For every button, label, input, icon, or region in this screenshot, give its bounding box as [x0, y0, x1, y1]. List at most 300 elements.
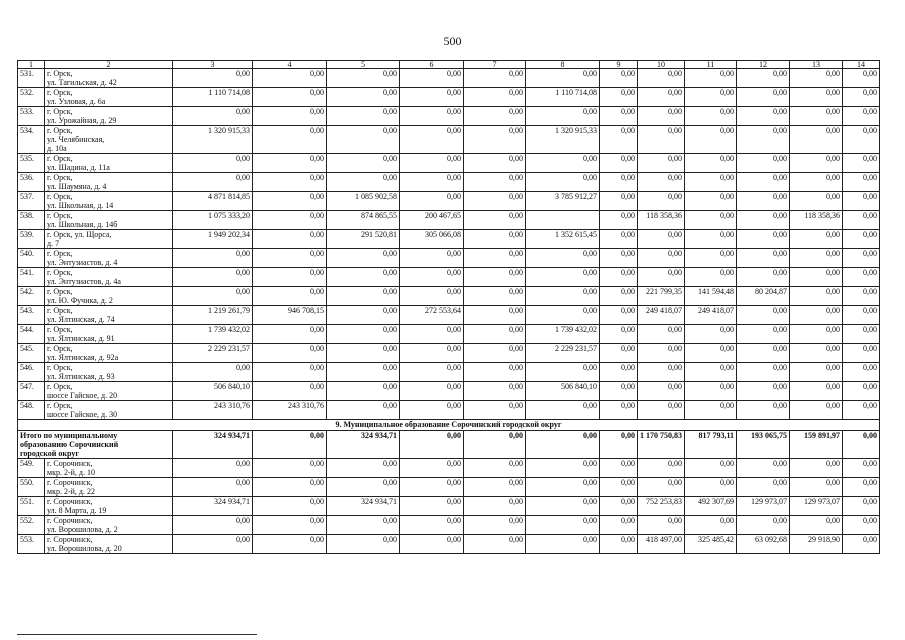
cell-value: 0,00	[253, 363, 327, 382]
row-number: 544.	[18, 325, 45, 344]
cell-value: 0,00	[526, 516, 600, 535]
row-number: 541.	[18, 268, 45, 287]
cell-value: 129 973,07	[790, 497, 843, 516]
cell-value: 0,00	[253, 516, 327, 535]
cell-value: 0,00	[638, 382, 685, 401]
cell-value: 0,00	[400, 173, 464, 192]
cell-value: 0,00	[253, 126, 327, 154]
cell-value: 0,00	[600, 107, 638, 126]
cell-value: 0,00	[400, 69, 464, 88]
cell-value: 0,00	[173, 107, 253, 126]
cell-value: 2 229 231,57	[173, 344, 253, 363]
cell-value: 0,00	[737, 107, 790, 126]
cell-value: 0,00	[600, 478, 638, 497]
cell-value: 0,00	[464, 459, 526, 478]
cell-value: 0,00	[638, 154, 685, 173]
cell-value: 0,00	[400, 154, 464, 173]
cell-value: 0,00	[843, 497, 880, 516]
cell-value: 0,00	[173, 478, 253, 497]
cell-value: 0,00	[790, 363, 843, 382]
cell-value: 0,00	[400, 325, 464, 344]
cell-value: 0,00	[843, 268, 880, 287]
cell-value: 0,00	[400, 268, 464, 287]
total-value: 324 934,71	[327, 431, 400, 459]
cell-value: 0,00	[600, 154, 638, 173]
cell-value: 0,00	[600, 344, 638, 363]
row-address: г. Орск, ул. Энтузиастов, д. 4	[45, 249, 173, 268]
cell-value: 249 418,07	[685, 306, 737, 325]
row-number: 538.	[18, 211, 45, 230]
column-header: 5	[327, 61, 400, 69]
cell-value: 0,00	[253, 107, 327, 126]
row-address: г. Орск, ул. Урожайная, д. 29	[45, 107, 173, 126]
cell-value: 0,00	[685, 268, 737, 287]
cell-value: 0,00	[685, 478, 737, 497]
row-number: 535.	[18, 154, 45, 173]
cell-value: 0,00	[400, 535, 464, 554]
cell-value: 0,00	[526, 154, 600, 173]
cell-value: 118 358,36	[790, 211, 843, 230]
cell-value: 0,00	[464, 287, 526, 306]
cell-value: 0,00	[843, 69, 880, 88]
cell-value: 0,00	[790, 173, 843, 192]
cell-value: 0,00	[400, 344, 464, 363]
cell-value: 0,00	[173, 363, 253, 382]
total-value: 0,00	[400, 431, 464, 459]
cell-value: 0,00	[253, 268, 327, 287]
cell-value: 0,00	[685, 459, 737, 478]
cell-value: 0,00	[526, 249, 600, 268]
column-header: 2	[45, 61, 173, 69]
cell-value: 0,00	[843, 516, 880, 535]
cell-value: 0,00	[600, 363, 638, 382]
cell-value: 0,00	[600, 88, 638, 107]
cell-value: 0,00	[400, 478, 464, 497]
table-row	[18, 535, 880, 554]
cell-value: 0,00	[638, 516, 685, 535]
cell-value: 118 358,36	[638, 211, 685, 230]
total-value: 193 065,75	[737, 431, 790, 459]
cell-value: 0,00	[253, 478, 327, 497]
cell-value: 1 320 915,33	[526, 126, 600, 154]
cell-value: 0,00	[327, 69, 400, 88]
table-row	[18, 344, 880, 363]
cell-value: 0,00	[843, 154, 880, 173]
table-row	[18, 401, 880, 420]
cell-value: 492 307,69	[685, 497, 737, 516]
cell-value: 0,00	[685, 382, 737, 401]
cell-value: 0,00	[737, 154, 790, 173]
cell-value: 506 840,10	[173, 382, 253, 401]
cell-value: 0,00	[600, 401, 638, 420]
row-address: г. Сорочинск, ул. Ворошилова, д. 2	[45, 516, 173, 535]
cell-value: 0,00	[685, 325, 737, 344]
cell-value: 0,00	[685, 516, 737, 535]
cell-value: 249 418,07	[638, 306, 685, 325]
cell-value: 0,00	[464, 344, 526, 363]
cell-value: 0,00	[737, 478, 790, 497]
cell-value: 0,00	[685, 107, 737, 126]
cell-value: 0,00	[843, 344, 880, 363]
cell-value: 0,00	[464, 497, 526, 516]
cell-value: 0,00	[400, 126, 464, 154]
cell-value: 0,00	[843, 173, 880, 192]
cell-value: 0,00	[843, 363, 880, 382]
section-row	[18, 420, 880, 431]
cell-value: 0,00	[790, 401, 843, 420]
column-header: 4	[253, 61, 327, 69]
cell-value: 0,00	[638, 249, 685, 268]
cell-value: 0,00	[253, 382, 327, 401]
cell-value: 0,00	[464, 516, 526, 535]
cell-value: 0,00	[173, 69, 253, 88]
row-number: 546.	[18, 363, 45, 382]
cell-value: 0,00	[638, 192, 685, 211]
total-value: 0,00	[843, 431, 880, 459]
row-number: 534.	[18, 126, 45, 154]
cell-value: 506 840,10	[526, 382, 600, 401]
cell-value: 0,00	[464, 230, 526, 249]
cell-value: 0,00	[400, 516, 464, 535]
cell-value: 0,00	[790, 382, 843, 401]
cell-value: 0,00	[685, 363, 737, 382]
cell-value: 0,00	[737, 230, 790, 249]
cell-value: 3 785 912,27	[526, 192, 600, 211]
cell-value: 0,00	[253, 249, 327, 268]
cell-value: 0,00	[600, 325, 638, 344]
cell-value: 0,00	[526, 459, 600, 478]
page-number: 500	[443, 34, 462, 48]
cell-value: 1 110 714,08	[526, 88, 600, 107]
cell-value: 0,00	[600, 126, 638, 154]
cell-value: 1 352 615,45	[526, 230, 600, 249]
cell-value: 0,00	[790, 88, 843, 107]
cell-value: 0,00	[638, 344, 685, 363]
column-header: 9	[600, 61, 638, 69]
table-row	[18, 249, 880, 268]
cell-value: 0,00	[790, 192, 843, 211]
total-value: 0,00	[600, 431, 638, 459]
cell-value: 0,00	[843, 535, 880, 554]
cell-value: 0,00	[790, 478, 843, 497]
row-number: 553.	[18, 535, 45, 554]
row-number: 542.	[18, 287, 45, 306]
cell-value: 243 310,76	[253, 401, 327, 420]
row-number: 540.	[18, 249, 45, 268]
cell-value: 0,00	[790, 344, 843, 363]
cell-value: 0,00	[790, 516, 843, 535]
cell-value: 0,00	[400, 249, 464, 268]
cell-value: 0,00	[737, 249, 790, 268]
cell-value: 0,00	[526, 287, 600, 306]
cell-value: 0,00	[685, 211, 737, 230]
row-number: 537.	[18, 192, 45, 211]
row-number: 543.	[18, 306, 45, 325]
cell-value: 0,00	[327, 459, 400, 478]
column-header: 14	[843, 61, 880, 69]
column-header: 1	[18, 61, 45, 69]
cell-value: 0,00	[737, 306, 790, 325]
cell-value: 0,00	[790, 325, 843, 344]
cell-value: 0,00	[327, 287, 400, 306]
total-value: 1 170 750,83	[638, 431, 685, 459]
table-row	[18, 69, 880, 88]
row-address: г. Сорочинск, ул. Ворошилова, д. 20	[45, 535, 173, 554]
row-address: г. Орск, ул. Щорса, д. 7	[45, 230, 173, 249]
section-title: 9. Муниципальное образование Сорочинский городской округ	[18, 420, 880, 431]
cell-value: 752 253,83	[638, 497, 685, 516]
cell-value: 221 799,35	[638, 287, 685, 306]
cell-value: 0,00	[464, 211, 526, 230]
cell-value: 0,00	[464, 363, 526, 382]
cell-value: 1 075 333,20	[173, 211, 253, 230]
cell-value: 0,00	[638, 478, 685, 497]
column-header: 8	[526, 61, 600, 69]
table-row	[18, 306, 880, 325]
cell-value: 0,00	[600, 192, 638, 211]
row-number: 552.	[18, 516, 45, 535]
cell-value: 0,00	[253, 497, 327, 516]
cell-value: 0,00	[526, 478, 600, 497]
cell-value: 0,00	[327, 268, 400, 287]
row-address: г. Орск, ул. Школьная, д. 14	[45, 192, 173, 211]
cell-value: 0,00	[737, 192, 790, 211]
cell-value: 0,00	[843, 306, 880, 325]
row-address: г. Сорочинск, мкр. 2-й, д. 10	[45, 459, 173, 478]
cell-value: 0,00	[464, 69, 526, 88]
cell-value: 0,00	[843, 126, 880, 154]
row-address: г. Орск, ул. Энтузиастов, д. 4а	[45, 268, 173, 287]
cell-value: 0,00	[843, 401, 880, 420]
cell-value: 272 553,64	[400, 306, 464, 325]
cell-value: 0,00	[737, 516, 790, 535]
cell-value: 0,00	[400, 382, 464, 401]
cell-value: 0,00	[173, 154, 253, 173]
cell-value: 0,00	[526, 306, 600, 325]
cell-value: 0,00	[253, 287, 327, 306]
row-number: 539.	[18, 230, 45, 249]
cell-value: 0,00	[464, 249, 526, 268]
cell-value: 0,00	[253, 459, 327, 478]
cell-value: 324 934,71	[173, 497, 253, 516]
cell-value: 0,00	[173, 268, 253, 287]
cell-value: 0,00	[790, 69, 843, 88]
cell-value: 0,00	[790, 268, 843, 287]
row-address: г. Орск, шоссе Гайское, д. 20	[45, 382, 173, 401]
cell-value: 4 871 814,85	[173, 192, 253, 211]
cell-value: 0,00	[737, 69, 790, 88]
row-address: г. Орск, шоссе Гайское, д. 30	[45, 401, 173, 420]
row-number: 551.	[18, 497, 45, 516]
cell-value: 0,00	[600, 69, 638, 88]
row-number: 549.	[18, 459, 45, 478]
cell-value: 1 219 261,79	[173, 306, 253, 325]
cell-value: 0,00	[790, 230, 843, 249]
cell-value: 0,00	[843, 478, 880, 497]
cell-value: 0,00	[253, 192, 327, 211]
cell-value: 141 594,48	[685, 287, 737, 306]
cell-value: 0,00	[843, 382, 880, 401]
cell-value: 0,00	[327, 382, 400, 401]
cell-value: 0,00	[464, 88, 526, 107]
cell-value: 0,00	[737, 173, 790, 192]
cell-value: 0,00	[638, 325, 685, 344]
column-header: 7	[464, 61, 526, 69]
table-row	[18, 497, 880, 516]
cell-value: 0,00	[685, 192, 737, 211]
total-label: Итого по муниципальному образованию Сорочинский городской округ	[18, 431, 173, 459]
cell-value: 0,00	[464, 325, 526, 344]
column-header: 10	[638, 61, 685, 69]
cell-value: 0,00	[526, 363, 600, 382]
column-header: 11	[685, 61, 737, 69]
cell-value: 0,00	[600, 230, 638, 249]
table-body	[18, 61, 880, 554]
table-row	[18, 382, 880, 401]
cell-value: 0,00	[173, 459, 253, 478]
cell-value: 0,00	[464, 535, 526, 554]
table-row	[18, 478, 880, 497]
cell-value: 0,00	[464, 154, 526, 173]
table-row	[18, 516, 880, 535]
total-value: 817 793,11	[685, 431, 737, 459]
row-number: 536.	[18, 173, 45, 192]
cell-value: 305 066,08	[400, 230, 464, 249]
row-address: г. Сорочинск, мкр. 2-й, д. 22	[45, 478, 173, 497]
cell-value: 0,00	[638, 126, 685, 154]
cell-value: 1 739 432,02	[173, 325, 253, 344]
row-address: г. Орск, ул. Ялтинская, д. 93	[45, 363, 173, 382]
row-number: 547.	[18, 382, 45, 401]
cell-value: 0,00	[400, 192, 464, 211]
cell-value: 0,00	[790, 154, 843, 173]
cell-value: 324 934,71	[327, 497, 400, 516]
cell-value: 0,00	[843, 459, 880, 478]
cell-value: 0,00	[526, 497, 600, 516]
cell-value: 29 918,90	[790, 535, 843, 554]
cell-value: 0,00	[843, 192, 880, 211]
cell-value: 0,00	[253, 88, 327, 107]
column-header: 12	[737, 61, 790, 69]
cell-value: 0,00	[638, 268, 685, 287]
cell-value: 0,00	[737, 88, 790, 107]
cell-value: 0,00	[737, 126, 790, 154]
cell-value: 1 739 432,02	[526, 325, 600, 344]
cell-value: 0,00	[327, 126, 400, 154]
cell-value: 0,00	[464, 268, 526, 287]
table-row	[18, 459, 880, 478]
row-number: 531.	[18, 69, 45, 88]
cell-value: 243 310,76	[173, 401, 253, 420]
table-row	[18, 287, 880, 306]
table-row	[18, 173, 880, 192]
cell-value: 0,00	[685, 88, 737, 107]
cell-value: 0,00	[253, 69, 327, 88]
cell-value: 0,00	[600, 459, 638, 478]
cell-value: 0,00	[843, 107, 880, 126]
table-row	[18, 325, 880, 344]
table-row	[18, 230, 880, 249]
cell-value: 0,00	[327, 535, 400, 554]
cell-value: 0,00	[600, 268, 638, 287]
cell-value: 0,00	[400, 459, 464, 478]
cell-value: 129 973,07	[737, 497, 790, 516]
cell-value: 0,00	[600, 516, 638, 535]
cell-value: 0,00	[685, 173, 737, 192]
cell-value: 0,00	[600, 249, 638, 268]
cell-value: 0,00	[253, 344, 327, 363]
cell-value: 0,00	[790, 249, 843, 268]
cell-value: 0,00	[638, 107, 685, 126]
total-value: 0,00	[526, 431, 600, 459]
cell-value: 0,00	[737, 363, 790, 382]
cell-value: 0,00	[327, 344, 400, 363]
cell-value: 0,00	[173, 249, 253, 268]
cell-value: 325 485,42	[685, 535, 737, 554]
cell-value: 0,00	[600, 382, 638, 401]
cell-value: 0,00	[843, 325, 880, 344]
cell-value: 0,00	[600, 497, 638, 516]
cell-value: 0,00	[400, 107, 464, 126]
cell-value: 0,00	[327, 306, 400, 325]
cell-value: 0,00	[526, 535, 600, 554]
cell-value: 0,00	[464, 192, 526, 211]
cell-value: 0,00	[685, 69, 737, 88]
cell-value: 0,00	[526, 268, 600, 287]
row-number: 548.	[18, 401, 45, 420]
cell-value: 0,00	[464, 401, 526, 420]
cell-value: 0,00	[464, 173, 526, 192]
cell-value: 0,00	[600, 287, 638, 306]
total-value: 0,00	[464, 431, 526, 459]
cell-value: 0,00	[790, 287, 843, 306]
table-row	[18, 107, 880, 126]
total-value: 0,00	[253, 431, 327, 459]
cell-value: 0,00	[253, 230, 327, 249]
total-value: 324 934,71	[173, 431, 253, 459]
cell-value: 0,00	[400, 88, 464, 107]
cell-value: 0,00	[638, 401, 685, 420]
cell-value: 0,00	[737, 211, 790, 230]
cell-value: 0,00	[526, 173, 600, 192]
cell-value: 1 085 902,58	[327, 192, 400, 211]
cell-value: 0,00	[464, 126, 526, 154]
cell-value: 0,00	[600, 535, 638, 554]
row-address: г. Орск, ул. Узловая, д. 6а	[45, 88, 173, 107]
cell-value: 0,00	[843, 249, 880, 268]
cell-value: 0,00	[737, 382, 790, 401]
row-number: 532.	[18, 88, 45, 107]
cell-value: 0,00	[327, 516, 400, 535]
cell-value: 0,00	[685, 230, 737, 249]
row-address: г. Орск, ул. Ялтинская, д. 91	[45, 325, 173, 344]
cell-value: 0,00	[526, 107, 600, 126]
cell-value: 0,00	[638, 459, 685, 478]
row-address: г. Орск, ул. Школьная, д. 14б	[45, 211, 173, 230]
cell-value: 0,00	[253, 211, 327, 230]
cell-value: 200 467,65	[400, 211, 464, 230]
cell-value: 0,00	[400, 401, 464, 420]
cell-value: 0,00	[737, 268, 790, 287]
cell-value: 0,00	[600, 306, 638, 325]
cell-value: 291 520,81	[327, 230, 400, 249]
cell-value: 0,00	[464, 382, 526, 401]
row-address: г. Орск, ул. Тагильская, д. 42	[45, 69, 173, 88]
cell-value: 0,00	[685, 401, 737, 420]
cell-value: 0,00	[327, 249, 400, 268]
cell-value: 0,00	[685, 344, 737, 363]
cell-value: 0,00	[173, 173, 253, 192]
